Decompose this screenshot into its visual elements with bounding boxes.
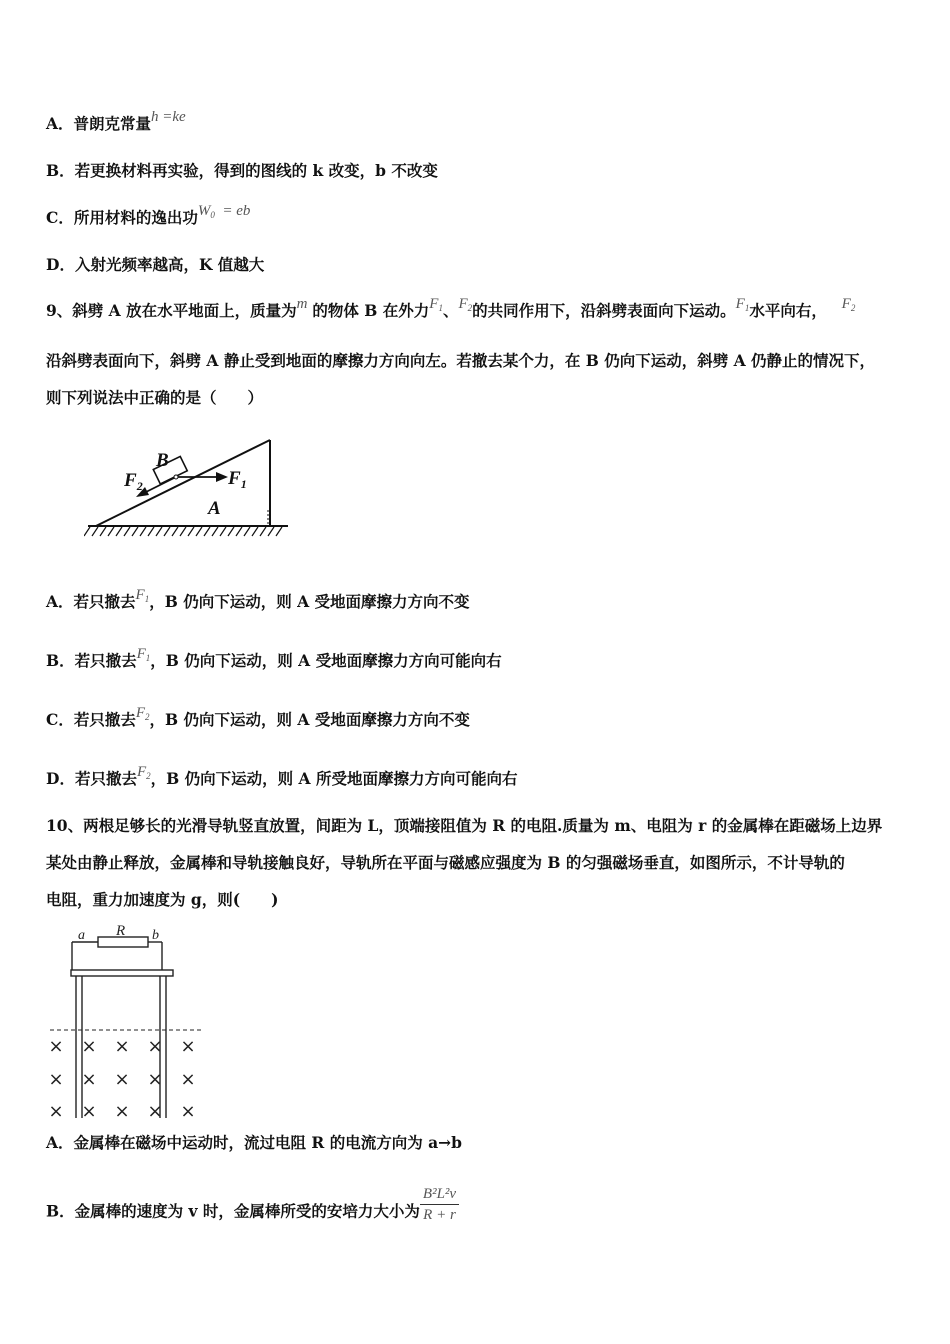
f2-sub: 2 — [467, 303, 473, 313]
q9-option-d-prefix: D．若只撤去 — [46, 769, 137, 788]
q9-option-d — [46, 764, 518, 791]
q10-line2: 某处由静止释放，金属棒和导轨接触良好，导轨所在平面与磁感应强度为 B 的匀强磁场垂直，如图所示，不计导轨的 — [46, 853, 845, 872]
field-cross: × — [147, 1101, 163, 1122]
field-cross: × — [81, 1069, 97, 1090]
q9-option-a-force — [136, 587, 150, 603]
q9-stem-line-2 — [46, 351, 875, 371]
q9-option-c — [46, 705, 470, 732]
force-letter: F — [136, 646, 146, 662]
force-letter: F — [136, 764, 147, 780]
q8-option-b-text: B．若更换材料再实验，得到的图线的 k 改变，b 不改变 — [46, 161, 438, 180]
force-letter: F — [135, 705, 146, 721]
q8-option-c — [46, 203, 251, 230]
ground-hatch — [84, 527, 282, 536]
q9-option-c-prefix: C．若只撤去 — [46, 710, 136, 729]
q9-option-a-prefix: A．若只撤去 — [46, 592, 136, 611]
q9-f2 — [458, 296, 472, 312]
q10-line1: 10、两根足够长的光滑导轨竖直放置，间距为 L，顶端接阻值为 R 的电阻.质量为 m、电阻为 r 的金属棒在距磁场上边界 — [46, 816, 883, 835]
q9-part1: 9、斜劈 A 放在水平地面上，质量为 — [46, 301, 297, 320]
label-r: R — [116, 923, 126, 939]
top-bar — [71, 970, 173, 976]
force-sub: 1 — [145, 653, 151, 663]
field-cross: × — [114, 1101, 130, 1122]
q10-stem-line-2 — [46, 853, 845, 873]
q10-option-b — [46, 1186, 459, 1233]
q9-part3: 的共同作用下，沿斜劈表面向下运动。 — [472, 301, 736, 320]
label-b: B — [156, 450, 169, 471]
f1b-sub: 1 — [744, 303, 750, 313]
q9-option-a — [46, 587, 470, 614]
field-cross: × — [81, 1101, 97, 1122]
q8-option-d-text: D．入射光频率越高，K 值越大 — [46, 255, 265, 274]
force-letter: F — [135, 587, 145, 603]
q9-f1b — [736, 296, 750, 312]
q10-option-a — [46, 1133, 462, 1153]
q9-f1 — [429, 296, 443, 312]
force-origin-dot — [174, 475, 178, 479]
q10-stem-line-1 — [46, 816, 882, 836]
field-cross: × — [147, 1036, 163, 1057]
fraction-numerator: B²L²v — [420, 1184, 459, 1205]
q9-incline-figure — [84, 436, 294, 541]
field-cross: × — [81, 1036, 97, 1057]
f2b-letter: F — [841, 296, 851, 312]
q10-line3: 电阻，重力加速度为 g，则( ) — [46, 890, 279, 909]
fraction-denominator: R + r — [423, 1207, 456, 1223]
f1-sub: 1 — [438, 303, 443, 313]
q9-stem-line-3 — [46, 388, 263, 408]
label-b: b — [152, 928, 159, 943]
q9-option-d-force — [137, 764, 151, 780]
f2b-sub: 2 — [850, 303, 856, 313]
q8-option-c-formula — [198, 203, 251, 219]
q8-option-a — [46, 109, 186, 135]
field-cross: × — [48, 1069, 64, 1090]
q8-option-b — [46, 161, 438, 181]
q9-option-d-suffix: ，B 仍向下运动，则 A 所受地面摩擦力方向可能向右 — [150, 769, 518, 788]
f1b-letter: F — [735, 296, 745, 312]
formula-w-sub: 0 — [210, 210, 215, 220]
label-f2: $F_2$ — [124, 470, 143, 493]
q10-option-b-fraction — [420, 1184, 459, 1225]
q8-option-c-text: C．所用材料的逸出功 — [46, 208, 198, 227]
q8-option-a-text: A．普朗克常量 — [46, 114, 152, 133]
formula-rest: = eb — [222, 203, 251, 219]
field-cross: × — [180, 1036, 196, 1057]
q9-line3: 则下列说法中正确的是（ ） — [46, 388, 264, 407]
q9-stem-line-1 — [46, 296, 856, 323]
field-cross: × — [114, 1036, 130, 1057]
force-sub: 2 — [146, 771, 151, 781]
q9-mass: m — [296, 296, 308, 312]
q9-option-c-force — [136, 705, 150, 721]
force-sub: 2 — [145, 712, 150, 722]
q9-option-b — [46, 646, 502, 673]
field-cross: × — [180, 1101, 196, 1122]
field-cross: × — [180, 1069, 196, 1090]
q9-part4: 水平向右， — [749, 301, 827, 320]
label-a: A — [208, 498, 221, 519]
q9-f2b — [842, 296, 856, 312]
q8-option-d — [46, 255, 264, 275]
q9-sep: 、 — [442, 301, 459, 320]
q9-option-a-suffix: ，B 仍向下运动，则 A 受地面摩擦力方向不变 — [149, 592, 470, 611]
formula-w: W — [197, 203, 211, 219]
q10-option-b-text: B．金属棒的速度为 v 时，金属棒所受的安培力大小为 — [46, 1201, 420, 1221]
q10-option-a-text: A．金属棒在磁场中运动时，流过电阻 R 的电流方向为 a→b — [46, 1133, 462, 1152]
field-cross: × — [48, 1101, 64, 1122]
field-cross: × — [147, 1069, 163, 1090]
label-a: a — [78, 928, 85, 943]
label-f1: $F_1$ — [228, 468, 247, 491]
field-cross: × — [48, 1036, 64, 1057]
q10-rails-figure — [44, 920, 208, 1122]
f2-letter: F — [458, 296, 468, 312]
q9-line2: 沿斜劈表面向下，斜劈 A 静止受到地面的摩擦力方向向左。若撤去某个力，在 B 仍向下运动，斜劈 A 仍静止的情况下， — [46, 351, 876, 370]
force-sub: 1 — [144, 594, 150, 604]
field-cross: × — [114, 1069, 130, 1090]
q9-option-c-suffix: ，B 仍向下运动，则 A 受地面摩擦力方向不变 — [149, 710, 470, 729]
q9-option-b-prefix: B．若只撤去 — [46, 651, 137, 670]
q9-option-b-force — [137, 646, 151, 662]
f1-letter: F — [429, 296, 439, 312]
q9-option-b-suffix: ，B 仍向下运动，则 A 受地面摩擦力方向可能向右 — [150, 651, 502, 670]
q10-stem-line-3 — [46, 890, 278, 910]
q8-option-a-formula: h =ke — [151, 109, 186, 125]
q9-part2: 的物体 B 在外力 — [312, 301, 430, 320]
